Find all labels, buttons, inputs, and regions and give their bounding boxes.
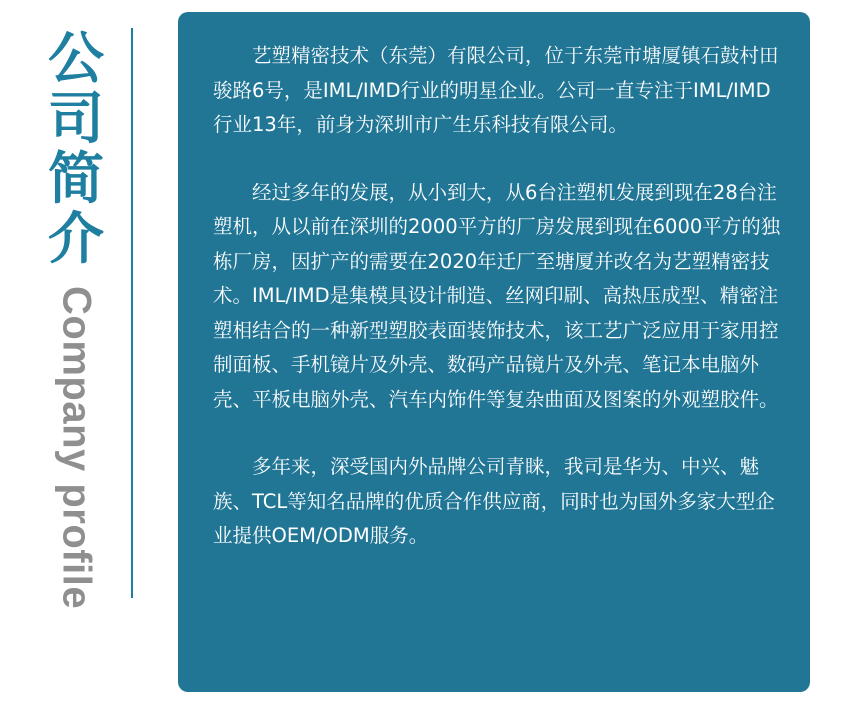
title-char: 公 xyxy=(48,27,104,92)
history-paragraph: 经过多年的发展，从小到大，从6台注塑机发展到现在28台注塑机，从以前在深圳的2000平方的厂房发展到现在6000平方的独栋厂房，因扩产的需要在2020年迁厂至塘厦并改名为艺塑精密技术。IML/IMD是集模具设计制造、丝网印刷、高热压成型、精密注塑相结合的一种新型塑胶表面装饰技术，该工艺广泛应用于家用控制面板、手机镜片及外壳、数码产品镜片及外壳、笔记本电脑外壳、平板电脑外壳、汽车内饰件等复杂曲面及图案的外观塑胶件。 xyxy=(213,180,781,411)
intro-paragraph: 艺塑精密技术（东莞）有限公司，位于东莞市塘厦镇石鼓村田骏路6号，是IML/IMD行业的明星企业。公司一直专注于IML/IMD行业13年，前身为深圳市广生乐科技有限公司。 xyxy=(213,44,779,136)
company-profile-panel xyxy=(178,12,810,692)
clients-paragraph: 多年来，深受国内外品牌公司青睐，我司是华为、中兴、魅族、TCL等知名品牌的优质合作供应商，同时也为国外多家大型企业提供OEM/ODM服务。 xyxy=(213,455,775,547)
vertical-divider xyxy=(131,28,133,598)
subtitle-text: Company profile xyxy=(54,285,99,610)
title-char: 介 xyxy=(48,207,104,272)
title-char: 简 xyxy=(48,147,104,212)
section-title xyxy=(42,27,110,272)
title-char: 司 xyxy=(48,87,104,152)
section-subtitle xyxy=(42,285,110,610)
